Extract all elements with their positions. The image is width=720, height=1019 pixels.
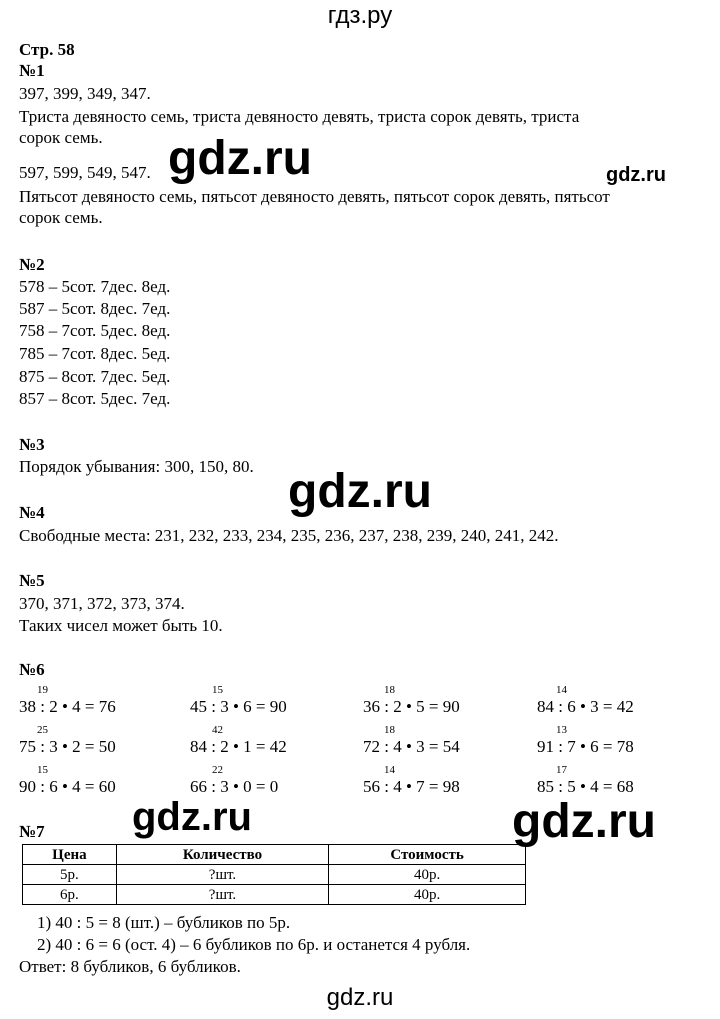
task6-expression: 72 : 4 • 3 = 54 — [363, 737, 460, 756]
table-header-cell: Количество — [116, 845, 328, 865]
table-cell: 5р. — [23, 865, 117, 885]
task1-line: 397, 399, 349, 347. — [19, 84, 151, 103]
task6-hint: 14 — [556, 684, 567, 696]
task7-solution-step: 1) 40 : 5 = 8 (шт.) – бубликов по 5р. — [37, 913, 291, 932]
task7-number: №7 — [19, 822, 45, 841]
task6-hint: 15 — [212, 684, 223, 696]
task6-hint: 13 — [556, 724, 567, 736]
site-header: гдз.ру — [327, 2, 393, 29]
task2-line: 587 – 5сот. 8дес. 7ед. — [19, 299, 171, 318]
task1-number: №1 — [19, 61, 45, 80]
watermark: gdz.ru — [512, 795, 656, 848]
task1-line: 597, 599, 549, 547. — [19, 163, 151, 182]
task6-hint: 15 — [37, 764, 48, 776]
task6-expression: 84 : 2 • 1 = 42 — [190, 737, 287, 756]
table-cell: 40р. — [329, 885, 526, 905]
task6-hint: 25 — [37, 724, 48, 736]
task6-hint: 19 — [37, 684, 48, 696]
task2-line: 578 – 5сот. 7дес. 8ед. — [19, 277, 171, 296]
task6-expression: 91 : 7 • 6 = 78 — [537, 737, 634, 756]
task6-hint: 22 — [212, 764, 223, 776]
table-row — [23, 865, 526, 885]
task6-number: №6 — [19, 660, 45, 679]
task2-line: 785 – 7сот. 8дес. 5ед. — [19, 344, 171, 363]
watermark: gdz.ru — [606, 164, 666, 186]
table-cell: ?шт. — [116, 885, 328, 905]
table-header-cell: Цена — [23, 845, 117, 865]
task2-number: №2 — [19, 255, 45, 274]
price-table — [22, 844, 526, 905]
task1-line: Триста девяносто семь, триста девяносто девять, триста сорок девять, триста — [19, 107, 580, 126]
table-cell: 6р. — [23, 885, 117, 905]
task2-line: 758 – 7сот. 5дес. 8ед. — [19, 321, 171, 340]
task6-expression: 38 : 2 • 4 = 76 — [19, 697, 116, 716]
task3-text: Порядок убывания: 300, 150, 80. — [19, 457, 254, 476]
task6-expression: 56 : 4 • 7 = 98 — [363, 777, 460, 796]
task6-hint: 17 — [556, 764, 567, 776]
task6-expression: 66 : 3 • 0 = 0 — [190, 777, 279, 796]
task7-answer: Ответ: 8 бубликов, 6 бубликов. — [19, 957, 241, 976]
table-header-cell: Стоимость — [329, 845, 526, 865]
task6-hint: 42 — [212, 724, 223, 736]
task6-hint: 14 — [384, 764, 395, 776]
table-cell: 40р. — [329, 865, 526, 885]
task1-line: Пятьсот девяносто семь, пятьсот девяносто девять, пятьсот сорок девять, пятьсот — [19, 187, 610, 206]
task4-number: №4 — [19, 503, 45, 522]
task6-hint: 18 — [384, 724, 395, 736]
watermark: gdz.ru — [132, 795, 252, 839]
task3-number: №3 — [19, 435, 45, 454]
task5-line: Таких чисел может быть 10. — [19, 616, 223, 635]
task6-expression: 75 : 3 • 2 = 50 — [19, 737, 116, 756]
task7-solution-step: 2) 40 : 6 = 6 (ост. 4) – 6 бубликов по 6р. и останется 4 рубля. — [37, 935, 471, 954]
watermark: gdz.ru — [326, 984, 394, 1011]
table-row — [23, 885, 526, 905]
task6-expression: 84 : 6 • 3 = 42 — [537, 697, 634, 716]
page-title: Стр. 58 — [19, 40, 75, 59]
task2-line: 875 – 8сот. 7дес. 5ед. — [19, 367, 171, 386]
task5-number: №5 — [19, 571, 45, 590]
watermark: gdz.ru — [168, 132, 312, 185]
task4-text: Свободные места: 231, 232, 233, 234, 235, 236, 237, 238, 239, 240, 241, 242. — [19, 526, 559, 545]
task6-expression: 85 : 5 • 4 = 68 — [537, 777, 634, 796]
table-cell: ?шт. — [116, 865, 328, 885]
task1-line: сорок семь. — [19, 208, 103, 227]
task6-expression: 36 : 2 • 5 = 90 — [363, 697, 460, 716]
task5-line: 370, 371, 372, 373, 374. — [19, 594, 185, 613]
table-header-row — [23, 845, 526, 865]
task6-expression: 90 : 6 • 4 = 60 — [19, 777, 116, 796]
task6-expression: 45 : 3 • 6 = 90 — [190, 697, 287, 716]
task2-line: 857 – 8сот. 5дес. 7ед. — [19, 389, 171, 408]
watermark: gdz.ru — [288, 465, 432, 518]
task1-line: сорок семь. — [19, 128, 103, 147]
task6-hint: 18 — [384, 684, 395, 696]
